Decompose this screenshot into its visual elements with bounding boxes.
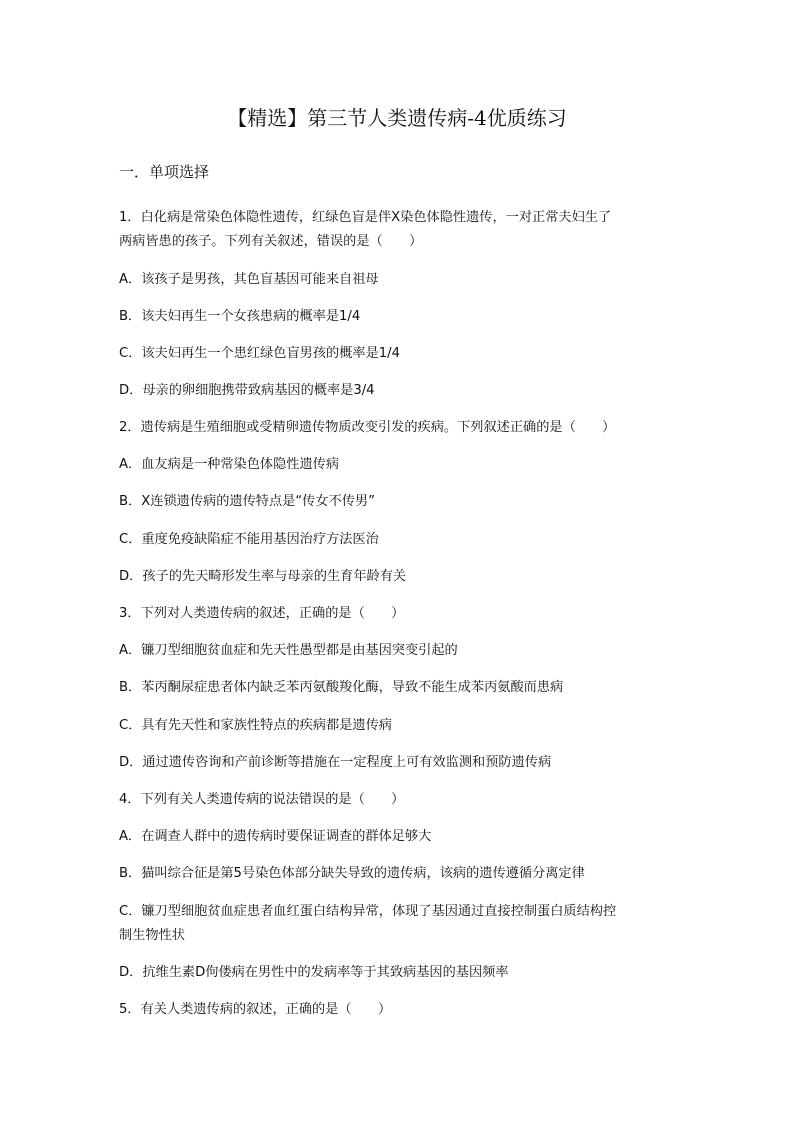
section-heading: 一．单项选择 <box>119 163 210 181</box>
question-1-option-a: A．该孩子是男孩，其色盲基因可能来自祖母 <box>119 272 379 287</box>
page-title: 【精选】第三节人类遗传病-4优质练习 <box>227 106 567 130</box>
question-3-option-c: C．具有先天性和家族性特点的疾病都是遗传病 <box>119 718 392 733</box>
question-3-stem: 3．下列对人类遗传病的叙述，正确的是（ ） <box>119 606 405 621</box>
question-2-option-a: A．血友病是一种常染色体隐性遗传病 <box>119 457 340 472</box>
question-4-option-d: D．抗维生素D佝偻病在男性中的发病率等于其致病基因的基因频率 <box>119 965 509 980</box>
question-2-stem: 2．遗传病是生殖细胞或受精卵遗传物质改变引发的疾病。下列叙述正确的是（ ） <box>119 420 616 435</box>
question-4-stem: 4．下列有关人类遗传病的说法错误的是（ ） <box>119 792 405 807</box>
question-3-option-d: D．通过遗传咨询和产前诊断等措施在一定程度上可有效监测和预防遗传病 <box>119 755 552 770</box>
question-3-option-b: B．苯丙酮尿症患者体内缺乏苯丙氨酸羧化酶，导致不能生成苯丙氨酸而患病 <box>119 680 564 695</box>
question-2-option-c: C．重度免疫缺陷症不能用基因治疗方法医治 <box>119 532 379 547</box>
question-1-option-b: B．该夫妇再生一个女孩患病的概率是1/4 <box>119 309 361 324</box>
question-4-option-c-line-1: C．镰刀型细胞贫血症患者血红蛋白结构异常，体现了基因通过直接控制蛋白质结构控 <box>119 904 617 919</box>
question-2-option-b: B．X连锁遗传病的遗传特点是“传女不传男” <box>119 494 375 509</box>
question-2-option-d: D．孩子的先天畸形发生率与母亲的生育年龄有关 <box>119 569 407 584</box>
question-5-stem: 5．有关人类遗传病的叙述，正确的是（ ） <box>119 1002 392 1017</box>
question-1-option-c: C．该夫妇再生一个患红绿色盲男孩的概率是1/4 <box>119 346 400 361</box>
question-1-option-d: D．母亲的卵细胞携带致病基因的概率是3/4 <box>119 383 375 398</box>
question-4-option-c-line-2: 制生物性状 <box>119 928 185 943</box>
question-4-option-b: B．猫叫综合征是第5号染色体部分缺失导致的遗传病，该病的遗传遵循分离定律 <box>119 866 585 881</box>
question-1-stem-line-2: 两病皆患的孩子。下列有关叙述，错误的是（ ） <box>119 234 423 249</box>
question-1-stem-line-1: 1．白化病是常染色体隐性遗传，红绿色盲是伴X染色体隐性遗传，一对正常夫妇生了 <box>119 210 612 225</box>
question-3-option-a: A．镰刀型细胞贫血症和先天性愚型都是由基因突变引起的 <box>119 643 458 658</box>
question-4-option-a: A．在调查人群中的遗传病时要保证调查的群体足够大 <box>119 829 432 844</box>
